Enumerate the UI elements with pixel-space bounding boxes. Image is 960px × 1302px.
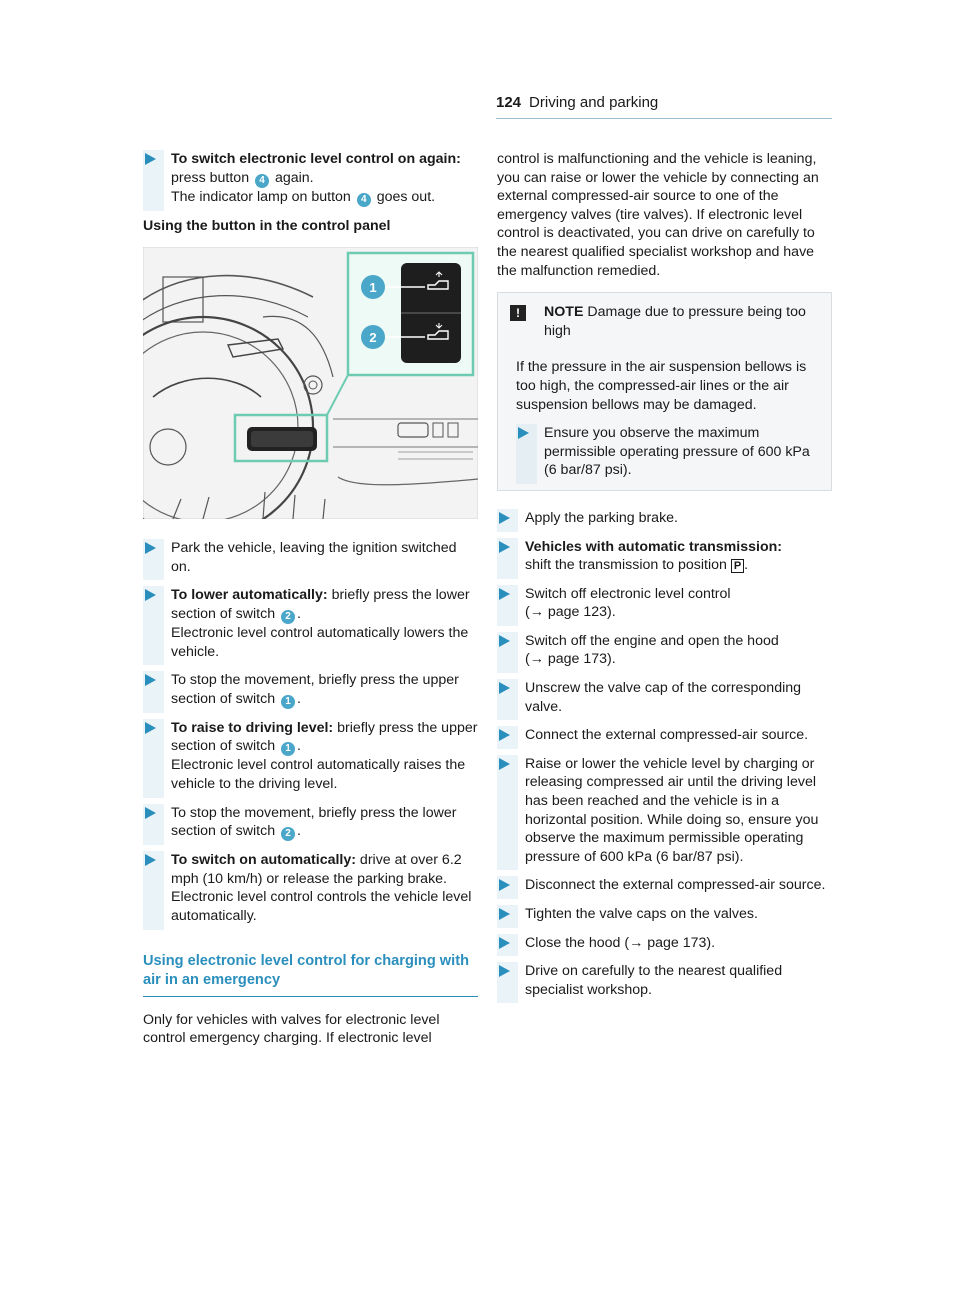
- step-arrow-icon: [499, 758, 510, 770]
- step-stop-lower: To stop the movement, briefly press the lower section of switch 2 .: [143, 804, 478, 842]
- step-arrow-icon: [499, 965, 510, 977]
- step-arrow-icon: [499, 512, 510, 524]
- intro-paragraph: Only for vehicles with valves for electronic level control emergency charging. If electronic level: [143, 1011, 440, 1047]
- step-arrow-icon: [145, 674, 156, 686]
- gear-p-icon: P: [731, 559, 744, 573]
- step-arrow-icon: [499, 879, 510, 891]
- callout-number: 2: [281, 610, 295, 624]
- step-raise: To raise to driving level: briefly press the upper section of switch 1 . Electronic level control automatically raises the vehicle to the driving level.: [143, 719, 478, 794]
- step-connect-source: Connect the external compressed-air source.: [497, 726, 832, 745]
- intro-paragraph-continued: control is malfunctioning and the vehicle is leaning, you can raise or lower the vehicle by connecting an external compressed-air source to one of the emergency valves (tire valves). If electronic level control is deactivated, you can drive on carefully to the nearest qualified specialist workshop and have the malfunction remedied.: [497, 151, 819, 279]
- step-automatic-transmission: Vehicles with automatic transmission: shift the transmission to position P .: [497, 538, 832, 575]
- step-raise-lower-level: Raise or lower the vehicle level by charging or releasing compressed air until the driving level has been reached and the vehicle is in a horizontal position. While doing so, ensure you observe the maximum permissible operating pressure of 600 kPa (6 bar/87 psi).: [497, 755, 832, 867]
- step-lower: To lower automatically: briefly press the lower section of switch 2 . Electronic level control automatically lowers the vehicle.: [143, 586, 478, 661]
- step-park: Park the vehicle, leaving the ignition switched on.: [143, 539, 478, 576]
- header-divider: [496, 118, 832, 119]
- step-arrow-icon: [518, 427, 529, 439]
- callout-number: 2: [281, 827, 295, 841]
- section-name: Driving and parking: [529, 94, 659, 111]
- step-arrow-icon: [499, 682, 510, 694]
- step-unscrew-cap: Unscrew the valve cap of the corresponding valve.: [497, 679, 832, 716]
- callout-2: 2: [369, 330, 377, 346]
- note-box: [497, 292, 832, 491]
- step-disconnect-source: Disconnect the external compressed-air source.: [497, 876, 832, 895]
- step-arrow-icon: [499, 588, 510, 600]
- section-title: Using electronic level control for charging with air in an emergency: [143, 952, 478, 997]
- step-arrow-icon: [499, 541, 510, 553]
- callout-number: 1: [281, 742, 295, 756]
- note-title: Damage due to pressure being too high: [544, 304, 806, 339]
- step-arrow-icon: [145, 589, 156, 601]
- callout-1: 1: [369, 280, 377, 296]
- note-body: If the pressure in the air suspension bellows is too high, the compressed-air lines or the air suspension bellows may be damaged. Ensure you observe the maximum permissible operating pressure of 600 kPa (6 bar/87 psi).: [498, 350, 831, 490]
- note-header: [498, 293, 831, 350]
- step-switch-off-level-control: Switch off electronic level control (→ page 123).: [497, 585, 832, 622]
- page-reference-link[interactable]: (→ page 123).: [525, 604, 616, 621]
- step-tighten-caps: Tighten the valve caps on the valves.: [497, 905, 832, 924]
- dashboard-illustration: [143, 247, 478, 519]
- callout-number: 4: [357, 193, 371, 207]
- step-arrow-icon: [499, 908, 510, 920]
- step-arrow-icon: [145, 722, 156, 734]
- step-arrow-icon: [145, 153, 156, 165]
- callout-number: 4: [255, 174, 269, 188]
- step-parking-brake: Apply the parking brake.: [497, 509, 832, 528]
- step-arrow-icon: [145, 807, 156, 819]
- step-arrow-icon: [499, 729, 510, 741]
- note-label: NOTE: [544, 304, 584, 321]
- step-drive-to-workshop: Drive on carefully to the nearest qualified specialist workshop.: [497, 962, 832, 999]
- left-column: [143, 150, 478, 1048]
- subheading: Using the button in the control panel: [143, 217, 391, 234]
- control-panel-figure: [143, 247, 478, 519]
- step-arrow-icon: [145, 854, 156, 866]
- step-arrow-icon: [499, 635, 510, 647]
- warning-icon: !: [510, 305, 526, 321]
- step-switch-on-again: To switch electronic level control on again: press button 4 again. The indicator lamp on button 4 goes out.: [143, 150, 478, 207]
- step-close-hood: Close the hood (→ page 173).: [497, 934, 832, 953]
- callout-number: 1: [281, 695, 295, 709]
- page-reference-link[interactable]: (→ page 173).: [525, 651, 616, 668]
- page-header: [496, 94, 832, 118]
- step-engine-hood: Switch off the engine and open the hood (→ page 173).: [497, 632, 832, 669]
- page-reference-link[interactable]: (→ page 173).: [624, 934, 716, 951]
- step-arrow-icon: [499, 937, 510, 949]
- note-step: Ensure you observe the maximum permissible operating pressure of 600 kPa (6 bar/87 psi).: [516, 424, 819, 480]
- step-auto: To switch on automatically: drive at over 6.2 mph (10 km/h) or release the parking brake. Electronic level control controls the vehicle level automatically.: [143, 851, 478, 925]
- step-stop-upper: To stop the movement, briefly press the upper section of switch 1 .: [143, 671, 478, 709]
- right-column: [497, 150, 832, 1009]
- step-arrow-icon: [145, 542, 156, 554]
- page-number: 124: [496, 94, 522, 111]
